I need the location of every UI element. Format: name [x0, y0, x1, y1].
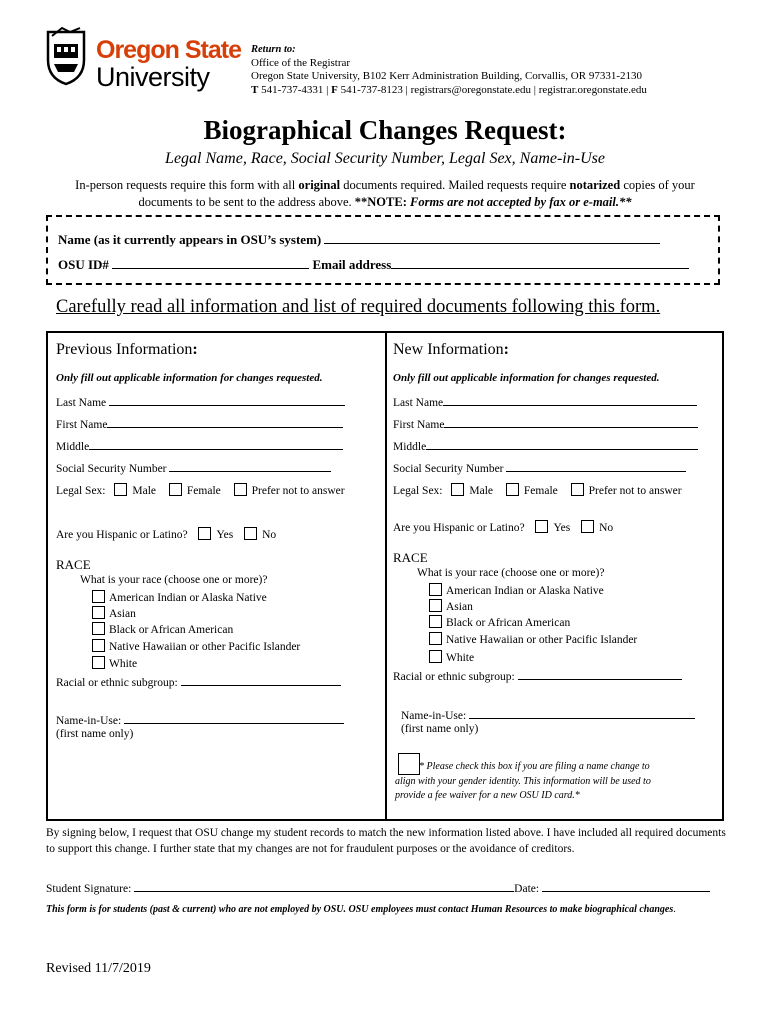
signing-statement: By signing below, I request that OSU change my student records to match the new information listed above. I have included all required documents to support this change. I further state that my changes are not for fraudulent purposes or the avoidance of creditors. — [46, 827, 726, 855]
new-race-option: Native Hawaiian or other Pacific Islander — [429, 632, 637, 646]
previous-heading: Previous Information: — [56, 341, 198, 358]
new-race-checkbox[interactable] — [429, 615, 442, 628]
email-field[interactable] — [391, 255, 689, 269]
prev-last-name-row: Last Name — [56, 394, 345, 409]
prev-race-option: White — [92, 656, 137, 670]
new-race-option: Black or African American — [429, 615, 570, 629]
date-label: Date: — [514, 883, 542, 895]
previous-note: Only fill out applicable information for changes requested. — [56, 372, 323, 384]
signature-field[interactable] — [134, 880, 514, 892]
new-race-option: White — [429, 650, 474, 664]
new-ssn-row: Social Security Number — [393, 460, 686, 475]
date-field[interactable] — [542, 880, 710, 892]
prev-race-option: Native Hawaiian or other Pacific Islander — [92, 639, 300, 653]
signature-label: Student Signature: — [46, 883, 135, 895]
new-first-name-field[interactable] — [444, 416, 698, 428]
prev-first-only: (first name only) — [56, 728, 134, 740]
prev-race-checkbox[interactable] — [92, 622, 105, 635]
name-label: Name (as it currently appears in OSU’s system) — [58, 232, 325, 247]
new-female-checkbox[interactable] — [506, 483, 519, 496]
new-prefer-checkbox[interactable] — [571, 483, 584, 496]
prev-male-checkbox[interactable] — [114, 483, 127, 496]
prev-ssn-row: Social Security Number — [56, 460, 331, 475]
intro-text: In-person requests require this form with all original documents required. Mailed requests require notarized copies of your documents to be sent to the address above. **NOTE: Forms are not accepted by fax or e-mail.** — [75, 178, 695, 209]
prev-subgroup-field[interactable] — [181, 674, 341, 686]
logo-wordmark-university: University — [96, 62, 210, 92]
osu-logo — [44, 26, 244, 92]
prev-name-in-use-field[interactable] — [124, 712, 344, 724]
new-middle-row: Middle — [393, 438, 698, 453]
logo-wordmark-oregon-state: Oregon State — [96, 36, 241, 64]
new-race-checkbox[interactable] — [429, 583, 442, 596]
new-first-name-row: First Name — [393, 416, 698, 431]
prev-prefer-checkbox[interactable] — [234, 483, 247, 496]
new-male-checkbox[interactable] — [451, 483, 464, 496]
signature-row — [46, 880, 710, 895]
new-name-in-use-field[interactable] — [469, 707, 695, 719]
prev-hispanic-no-checkbox[interactable] — [244, 527, 257, 540]
office-name: Office of the Registrar — [251, 56, 351, 69]
prev-legal-sex-row: Legal Sex: Male Female Prefer not to answer — [56, 485, 345, 497]
new-subgroup-field[interactable] — [518, 668, 682, 680]
new-race-checkbox[interactable] — [429, 650, 442, 663]
new-race-option: Asian — [429, 599, 473, 613]
prev-race-question: What is your race (choose one or more)? — [80, 574, 268, 586]
new-last-name-field[interactable] — [443, 394, 697, 406]
prev-race-option: Asian — [92, 606, 136, 620]
form-subtitle: Legal Name, Race, Social Security Number, Legal Sex, Name-in-Use — [165, 150, 605, 167]
new-hispanic-no-checkbox[interactable] — [581, 520, 594, 533]
revision-date: Revised 11/7/2019 — [46, 961, 151, 976]
prev-race-heading: RACE — [56, 557, 91, 572]
prev-female-checkbox[interactable] — [169, 483, 182, 496]
osuid-email-row — [58, 255, 689, 273]
new-race-question: What is your race (choose one or more)? — [417, 567, 605, 579]
osuid-field[interactable] — [112, 255, 309, 269]
waiver-text: * Please check this box if you are filing a name change to align with your gender identity. This information will be used to provide a fee waiver for a new OSU ID card.* — [395, 761, 651, 801]
new-hispanic-yes-checkbox[interactable] — [535, 520, 548, 533]
new-heading: New Information: — [393, 341, 509, 358]
new-first-only: (first name only) — [401, 723, 479, 735]
new-name-in-use-row: Name-in-Use: — [401, 707, 695, 722]
prev-race-option: American Indian or Alaska Native — [92, 590, 267, 604]
return-label: Return to: — [251, 44, 296, 55]
new-race-checkbox[interactable] — [429, 632, 442, 645]
osuid-label: OSU ID# — [58, 257, 113, 272]
column-divider — [385, 333, 387, 819]
employee-notice: This form is for students (past & current) who are not employed by OSU. OSU employees must contact Human Resources to make biographical changes. — [46, 904, 676, 915]
prev-name-in-use-row: Name-in-Use: — [56, 712, 344, 727]
new-race-checkbox[interactable] — [429, 599, 442, 612]
new-subgroup-row: Racial or ethnic subgroup: — [393, 668, 682, 683]
new-ssn-field[interactable] — [506, 460, 686, 472]
name-row — [58, 230, 660, 248]
form-title: Biographical Changes Request: — [203, 115, 567, 145]
information-table — [46, 331, 724, 821]
prev-race-checkbox[interactable] — [92, 606, 105, 619]
prev-race-checkbox[interactable] — [92, 639, 105, 652]
prev-ssn-field[interactable] — [169, 460, 331, 472]
careful-read-notice: Carefully read all information and list of required documents following this form. — [56, 297, 661, 317]
return-address — [251, 43, 647, 97]
office-address: Oregon State University, B102 Kerr Administration Building, Corvallis, OR 97331-2130 — [251, 70, 642, 82]
new-race-option: American Indian or Alaska Native — [429, 583, 604, 597]
email-label: Email address — [309, 257, 392, 272]
prev-race-checkbox[interactable] — [92, 656, 105, 669]
prev-first-name-row: First Name — [56, 416, 343, 431]
prev-middle-row: Middle — [56, 438, 343, 453]
new-middle-field[interactable] — [426, 438, 698, 450]
prev-subgroup-row: Racial or ethnic subgroup: — [56, 674, 341, 689]
office-contact: T 541-737-4331 | F 541-737-8123 | registrars@oregonstate.edu | registrar.oregonstate.edu — [251, 83, 647, 96]
osu-seal-icon — [44, 26, 88, 86]
new-race-heading: RACE — [393, 550, 428, 565]
prev-race-option: Black or African American — [92, 622, 233, 636]
new-legal-sex-row: Legal Sex: Male Female Prefer not to answer — [393, 485, 682, 497]
prev-hispanic-row: Are you Hispanic or Latino? Yes No — [56, 529, 277, 541]
identity-box — [46, 215, 720, 285]
prev-race-checkbox[interactable] — [92, 590, 105, 603]
prev-first-name-field[interactable] — [107, 416, 343, 428]
prev-hispanic-yes-checkbox[interactable] — [198, 527, 211, 540]
name-field[interactable] — [324, 230, 660, 244]
prev-middle-field[interactable] — [89, 438, 343, 450]
new-hispanic-row: Are you Hispanic or Latino? Yes No — [393, 522, 614, 534]
prev-last-name-field[interactable] — [109, 394, 345, 406]
new-last-name-row: Last Name — [393, 394, 697, 409]
new-note: Only fill out applicable information for changes requested. — [393, 372, 660, 384]
